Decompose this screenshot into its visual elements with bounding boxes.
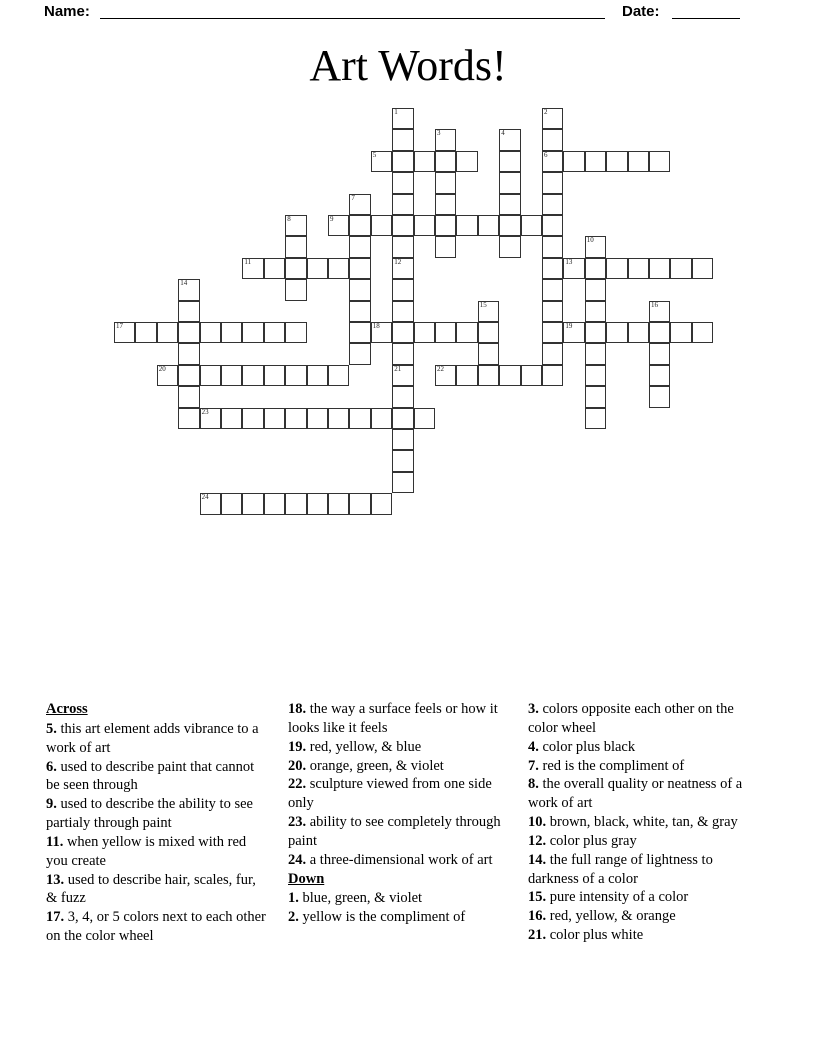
grid-cell[interactable] bbox=[178, 386, 199, 407]
grid-cell[interactable] bbox=[285, 215, 306, 236]
grid-cell[interactable] bbox=[264, 408, 285, 429]
grid-cell[interactable] bbox=[200, 365, 221, 386]
clue-text: used to describe the ability to see partialy through paint bbox=[46, 796, 253, 832]
cell-number: 7 bbox=[351, 193, 355, 202]
grid-cell[interactable] bbox=[200, 322, 221, 343]
clue-text: the overall quality or neatness of a work of art bbox=[528, 776, 743, 812]
grid-cell[interactable] bbox=[392, 108, 413, 129]
cell-number: 8 bbox=[287, 215, 291, 223]
grid-cell[interactable] bbox=[499, 172, 520, 193]
grid-cell[interactable] bbox=[349, 408, 370, 429]
grid-cell[interactable] bbox=[349, 236, 370, 257]
down-heading: Down bbox=[288, 870, 325, 887]
grid-cell[interactable] bbox=[563, 151, 584, 172]
down-clues-part2 bbox=[528, 700, 750, 945]
clue-text: a three-dimensional work of art bbox=[306, 851, 493, 868]
clue-number: 3. bbox=[528, 701, 539, 717]
cell-number: 20 bbox=[158, 364, 166, 373]
clue-text: ability to see completely through paint bbox=[288, 814, 501, 849]
clue-text: used to describe hair, scales, fur, & fuzz bbox=[46, 871, 256, 907]
grid-cell[interactable] bbox=[178, 279, 199, 300]
grid-cell[interactable] bbox=[585, 386, 606, 407]
grid-cell[interactable] bbox=[478, 365, 499, 386]
grid-cell[interactable] bbox=[542, 129, 563, 150]
grid-cell[interactable] bbox=[542, 172, 563, 193]
clue-number: 1. bbox=[288, 890, 299, 907]
clue-number: 21. bbox=[528, 927, 547, 944]
clue-number: 17. bbox=[46, 909, 65, 926]
grid-cell[interactable] bbox=[264, 322, 285, 343]
grid-cell[interactable] bbox=[392, 472, 413, 493]
grid-cell[interactable] bbox=[392, 129, 413, 150]
clue-text: used to describe paint that cannot be seen through bbox=[46, 758, 255, 794]
clue-number: 20. bbox=[288, 757, 307, 774]
grid-cell[interactable] bbox=[563, 258, 584, 279]
grid-cell[interactable] bbox=[371, 151, 392, 172]
grid-cell[interactable] bbox=[414, 215, 435, 236]
grid-cell[interactable] bbox=[242, 322, 263, 343]
grid-cell[interactable] bbox=[371, 408, 392, 429]
grid-cell[interactable] bbox=[649, 151, 670, 172]
grid-cell[interactable] bbox=[392, 236, 413, 257]
cell-number: 17 bbox=[116, 322, 123, 330]
clue-number: 10. bbox=[528, 814, 547, 831]
grid-cell[interactable] bbox=[178, 408, 199, 429]
clue-item bbox=[288, 851, 510, 870]
grid-cell[interactable] bbox=[606, 258, 627, 279]
grid-cell[interactable] bbox=[264, 258, 285, 279]
grid-cell[interactable] bbox=[307, 258, 328, 279]
grid-cell[interactable] bbox=[349, 322, 370, 343]
cell-number: 3 bbox=[437, 129, 441, 138]
grid-cell[interactable] bbox=[328, 493, 349, 514]
grid-cell[interactable] bbox=[456, 365, 477, 386]
grid-cell[interactable] bbox=[285, 258, 306, 279]
cell-number: 10 bbox=[586, 236, 594, 245]
grid-cell[interactable] bbox=[435, 129, 456, 150]
clue-text: color plus gray bbox=[546, 832, 637, 849]
clue-number: 9. bbox=[46, 796, 57, 813]
clue-text: the full range of lightness to darkness of a color bbox=[528, 851, 713, 887]
grid-cell[interactable] bbox=[542, 301, 563, 322]
clue-text: this art element adds vibrance to a work of art bbox=[46, 720, 259, 756]
grid-cell[interactable] bbox=[349, 301, 370, 322]
cell-number: 1 bbox=[394, 108, 398, 116]
grid-cell[interactable] bbox=[435, 365, 456, 386]
grid-cell[interactable] bbox=[221, 408, 242, 429]
grid-cell[interactable] bbox=[285, 236, 306, 257]
down-clues-part1 bbox=[288, 889, 510, 927]
grid-cell[interactable] bbox=[135, 322, 156, 343]
clue-item bbox=[288, 757, 510, 776]
clue-text: color plus white bbox=[546, 927, 644, 944]
clue-item bbox=[288, 889, 510, 908]
grid-cell[interactable] bbox=[456, 322, 477, 343]
grid-cell[interactable] bbox=[478, 215, 499, 236]
grid-cell[interactable] bbox=[435, 172, 456, 193]
clue-number: 18. bbox=[288, 701, 307, 717]
clue-item bbox=[528, 813, 750, 832]
grid-cell[interactable] bbox=[392, 322, 413, 343]
grid-cell[interactable] bbox=[542, 215, 563, 236]
grid-cell[interactable] bbox=[435, 215, 456, 236]
grid-cell[interactable] bbox=[456, 215, 477, 236]
clue-number: 14. bbox=[528, 851, 547, 868]
grid-cell[interactable] bbox=[285, 322, 306, 343]
clue-number: 12. bbox=[528, 832, 547, 849]
clue-text: red, yellow, & blue bbox=[306, 738, 422, 755]
grid-cell[interactable] bbox=[178, 343, 199, 364]
across-clues-part1 bbox=[46, 720, 268, 946]
grid-cell[interactable] bbox=[585, 322, 606, 343]
grid-cell[interactable] bbox=[392, 408, 413, 429]
grid-cell[interactable] bbox=[392, 365, 413, 386]
grid-cell[interactable] bbox=[585, 236, 606, 257]
grid-cell[interactable] bbox=[542, 365, 563, 386]
grid-cell[interactable] bbox=[692, 258, 713, 279]
grid-cell[interactable] bbox=[264, 493, 285, 514]
cell-number: 21 bbox=[394, 364, 402, 373]
grid-cell[interactable] bbox=[542, 236, 563, 257]
grid-cell[interactable] bbox=[435, 322, 456, 343]
grid-cell[interactable] bbox=[307, 365, 328, 386]
grid-cell[interactable] bbox=[649, 301, 670, 322]
grid-cell[interactable] bbox=[307, 493, 328, 514]
grid-cell[interactable] bbox=[392, 429, 413, 450]
clue-item bbox=[288, 908, 510, 927]
grid-cell[interactable] bbox=[542, 194, 563, 215]
grid-cell[interactable] bbox=[328, 258, 349, 279]
grid-cell[interactable] bbox=[285, 279, 306, 300]
grid-cell[interactable] bbox=[392, 450, 413, 471]
grid-cell[interactable] bbox=[456, 151, 477, 172]
grid-cell[interactable] bbox=[521, 365, 542, 386]
clue-number: 11. bbox=[46, 833, 64, 850]
grid-cell[interactable] bbox=[435, 236, 456, 257]
grid-cell[interactable] bbox=[371, 215, 392, 236]
grid-cell[interactable] bbox=[499, 129, 520, 150]
cell-number: 18 bbox=[372, 322, 380, 330]
cell-number: 19 bbox=[565, 322, 573, 330]
grid-cell[interactable] bbox=[371, 493, 392, 514]
clue-item bbox=[46, 758, 268, 796]
grid-cell[interactable] bbox=[542, 108, 563, 129]
grid-cell[interactable] bbox=[285, 493, 306, 514]
cell-number: 14 bbox=[180, 279, 188, 288]
grid-cell[interactable] bbox=[414, 408, 435, 429]
clue-item bbox=[46, 871, 268, 909]
grid-cell[interactable] bbox=[499, 194, 520, 215]
grid-cell[interactable] bbox=[349, 343, 370, 364]
grid-cell[interactable] bbox=[628, 151, 649, 172]
grid-cell[interactable] bbox=[392, 258, 413, 279]
grid-cell[interactable] bbox=[499, 151, 520, 172]
clue-text: red, yellow, & orange bbox=[546, 908, 676, 925]
grid-cell[interactable] bbox=[585, 279, 606, 300]
grid-cell[interactable] bbox=[606, 322, 627, 343]
clue-item bbox=[288, 813, 510, 851]
page-title: Art Words! bbox=[309, 41, 507, 90]
grid-cell[interactable] bbox=[478, 343, 499, 364]
clue-text: yellow is the compliment of bbox=[298, 909, 466, 926]
clue-item bbox=[46, 833, 268, 871]
grid-cell[interactable] bbox=[392, 194, 413, 215]
name-label: Name: bbox=[44, 3, 90, 20]
cell-number: 16 bbox=[651, 300, 658, 309]
clue-item bbox=[528, 757, 750, 776]
date-label: Date: bbox=[622, 3, 660, 20]
grid-cell[interactable] bbox=[178, 322, 199, 343]
grid-cell[interactable] bbox=[670, 322, 691, 343]
cell-number: 22 bbox=[437, 364, 444, 373]
cell-number: 12 bbox=[394, 257, 402, 266]
grid-cell[interactable] bbox=[628, 322, 649, 343]
clue-item bbox=[288, 775, 510, 813]
grid-cell[interactable] bbox=[349, 194, 370, 215]
cell-number: 6 bbox=[544, 150, 548, 159]
grid-cell[interactable] bbox=[478, 301, 499, 322]
clue-number: 16. bbox=[528, 908, 547, 925]
cell-number: 4 bbox=[501, 129, 505, 138]
grid-cell[interactable] bbox=[585, 343, 606, 364]
grid-cell[interactable] bbox=[435, 151, 456, 172]
cell-number: 24 bbox=[201, 493, 209, 502]
grid-cell[interactable] bbox=[285, 408, 306, 429]
cell-number: 11 bbox=[244, 257, 252, 266]
grid-cell[interactable] bbox=[349, 279, 370, 300]
grid-cell[interactable] bbox=[349, 258, 370, 279]
clue-text: sculpture viewed from one side only bbox=[288, 776, 492, 812]
clue-number: 22. bbox=[288, 776, 307, 793]
grid-cell[interactable] bbox=[264, 365, 285, 386]
clue-text: the way a surface feels or how it looks like it feels bbox=[288, 701, 498, 736]
clue-number: 5. bbox=[46, 720, 57, 737]
clue-number: 15. bbox=[528, 889, 547, 906]
grid-cell[interactable] bbox=[649, 258, 670, 279]
clue-item bbox=[528, 907, 750, 926]
grid-cell[interactable] bbox=[221, 322, 242, 343]
grid-cell[interactable] bbox=[478, 322, 499, 343]
clue-number: 8. bbox=[528, 776, 539, 793]
grid-cell[interactable] bbox=[435, 194, 456, 215]
clue-item bbox=[46, 720, 268, 758]
clue-text: when yellow is mixed with red you create bbox=[46, 833, 247, 869]
grid-cell[interactable] bbox=[585, 258, 606, 279]
grid-cell[interactable] bbox=[200, 408, 221, 429]
clue-number: 7. bbox=[528, 757, 539, 774]
grid-cell[interactable] bbox=[542, 151, 563, 172]
grid-cell[interactable] bbox=[200, 493, 221, 514]
clue-column-middle bbox=[288, 700, 510, 927]
grid-cell[interactable] bbox=[670, 258, 691, 279]
cell-number: 15 bbox=[479, 300, 487, 309]
grid-cell[interactable] bbox=[114, 322, 135, 343]
grid-cell[interactable] bbox=[606, 151, 627, 172]
clue-number: 19. bbox=[288, 738, 307, 755]
clue-item bbox=[528, 775, 750, 813]
grid-cell[interactable] bbox=[628, 258, 649, 279]
grid-cell[interactable] bbox=[221, 493, 242, 514]
grid-cell[interactable] bbox=[521, 215, 542, 236]
clue-text: colors opposite each other on the color wheel bbox=[528, 701, 734, 736]
clue-item bbox=[288, 700, 510, 738]
clue-number: 4. bbox=[528, 738, 539, 755]
clue-text: 3, 4, or 5 colors next to each other on the color wheel bbox=[46, 909, 266, 945]
grid-cell[interactable] bbox=[585, 301, 606, 322]
clue-text: orange, green, & violet bbox=[306, 757, 444, 774]
cell-number: 5 bbox=[372, 150, 377, 159]
grid-cell[interactable] bbox=[392, 151, 413, 172]
grid-cell[interactable] bbox=[242, 365, 263, 386]
grid-cell[interactable] bbox=[392, 343, 413, 364]
clue-item bbox=[528, 926, 750, 945]
grid-cell[interactable] bbox=[392, 172, 413, 193]
grid-cell[interactable] bbox=[414, 151, 435, 172]
grid-cell[interactable] bbox=[499, 236, 520, 257]
grid-cell[interactable] bbox=[649, 343, 670, 364]
clue-item bbox=[528, 888, 750, 907]
grid-cell[interactable] bbox=[649, 322, 670, 343]
clue-item bbox=[528, 851, 750, 889]
grid-cell[interactable] bbox=[178, 365, 199, 386]
grid-cell[interactable] bbox=[563, 322, 584, 343]
crossword-grid[interactable] bbox=[0, 0, 816, 520]
grid-cell[interactable] bbox=[649, 365, 670, 386]
clue-item bbox=[46, 908, 268, 946]
clue-item bbox=[528, 700, 750, 738]
grid-cell[interactable] bbox=[328, 365, 349, 386]
clue-item bbox=[528, 832, 750, 851]
grid-cell[interactable] bbox=[157, 365, 178, 386]
cell-number: 2 bbox=[544, 108, 548, 116]
grid-cell[interactable] bbox=[349, 493, 370, 514]
grid-cell[interactable] bbox=[585, 408, 606, 429]
clue-number: 6. bbox=[46, 758, 57, 775]
grid-cell[interactable] bbox=[242, 493, 263, 514]
clue-text: blue, green, & violet bbox=[298, 890, 423, 907]
cell-number: 13 bbox=[565, 257, 573, 266]
grid-cell[interactable] bbox=[242, 408, 263, 429]
clue-column-left bbox=[46, 700, 268, 946]
grid-cell[interactable] bbox=[692, 322, 713, 343]
grid-cell[interactable] bbox=[242, 258, 263, 279]
across-clues-part2 bbox=[288, 700, 510, 870]
clue-column-right bbox=[528, 700, 750, 945]
grid-cell[interactable] bbox=[285, 365, 306, 386]
cell-number: 9 bbox=[330, 215, 334, 223]
grid-cell[interactable] bbox=[414, 322, 435, 343]
grid-cell[interactable] bbox=[178, 301, 199, 322]
clue-text: color plus black bbox=[538, 738, 636, 755]
clue-number: 13. bbox=[46, 871, 65, 888]
clue-item bbox=[528, 738, 750, 757]
grid-cell[interactable] bbox=[542, 279, 563, 300]
grid-cell[interactable] bbox=[307, 408, 328, 429]
grid-cell[interactable] bbox=[392, 386, 413, 407]
grid-cell[interactable] bbox=[371, 322, 392, 343]
grid-cell[interactable] bbox=[542, 258, 563, 279]
clue-number: 24. bbox=[288, 851, 307, 868]
clue-text: pure intensity of a color bbox=[546, 889, 689, 906]
grid-cell[interactable] bbox=[392, 301, 413, 322]
clue-item bbox=[288, 738, 510, 757]
clue-number: 23. bbox=[288, 814, 307, 831]
grid-cell[interactable] bbox=[392, 279, 413, 300]
grid-cell[interactable] bbox=[542, 322, 563, 343]
grid-cell[interactable] bbox=[585, 365, 606, 386]
across-heading: Across bbox=[46, 701, 88, 717]
grid-cell[interactable] bbox=[392, 215, 413, 236]
grid-cell[interactable] bbox=[649, 386, 670, 407]
grid-cell[interactable] bbox=[328, 215, 349, 236]
grid-cell[interactable] bbox=[585, 151, 606, 172]
grid-cell[interactable] bbox=[499, 215, 520, 236]
clue-number: 2. bbox=[288, 909, 299, 926]
clue-item bbox=[46, 795, 268, 833]
grid-cell[interactable] bbox=[221, 365, 242, 386]
grid-cell[interactable] bbox=[499, 365, 520, 386]
grid-cell[interactable] bbox=[349, 215, 370, 236]
cell-number: 23 bbox=[201, 407, 209, 416]
grid-cell[interactable] bbox=[328, 408, 349, 429]
clues-section bbox=[0, 700, 816, 980]
grid-cell[interactable] bbox=[542, 343, 563, 364]
grid-cell[interactable] bbox=[157, 322, 178, 343]
clue-text: brown, black, white, tan, & gray bbox=[546, 814, 738, 831]
clue-text: red is the compliment of bbox=[538, 757, 685, 774]
